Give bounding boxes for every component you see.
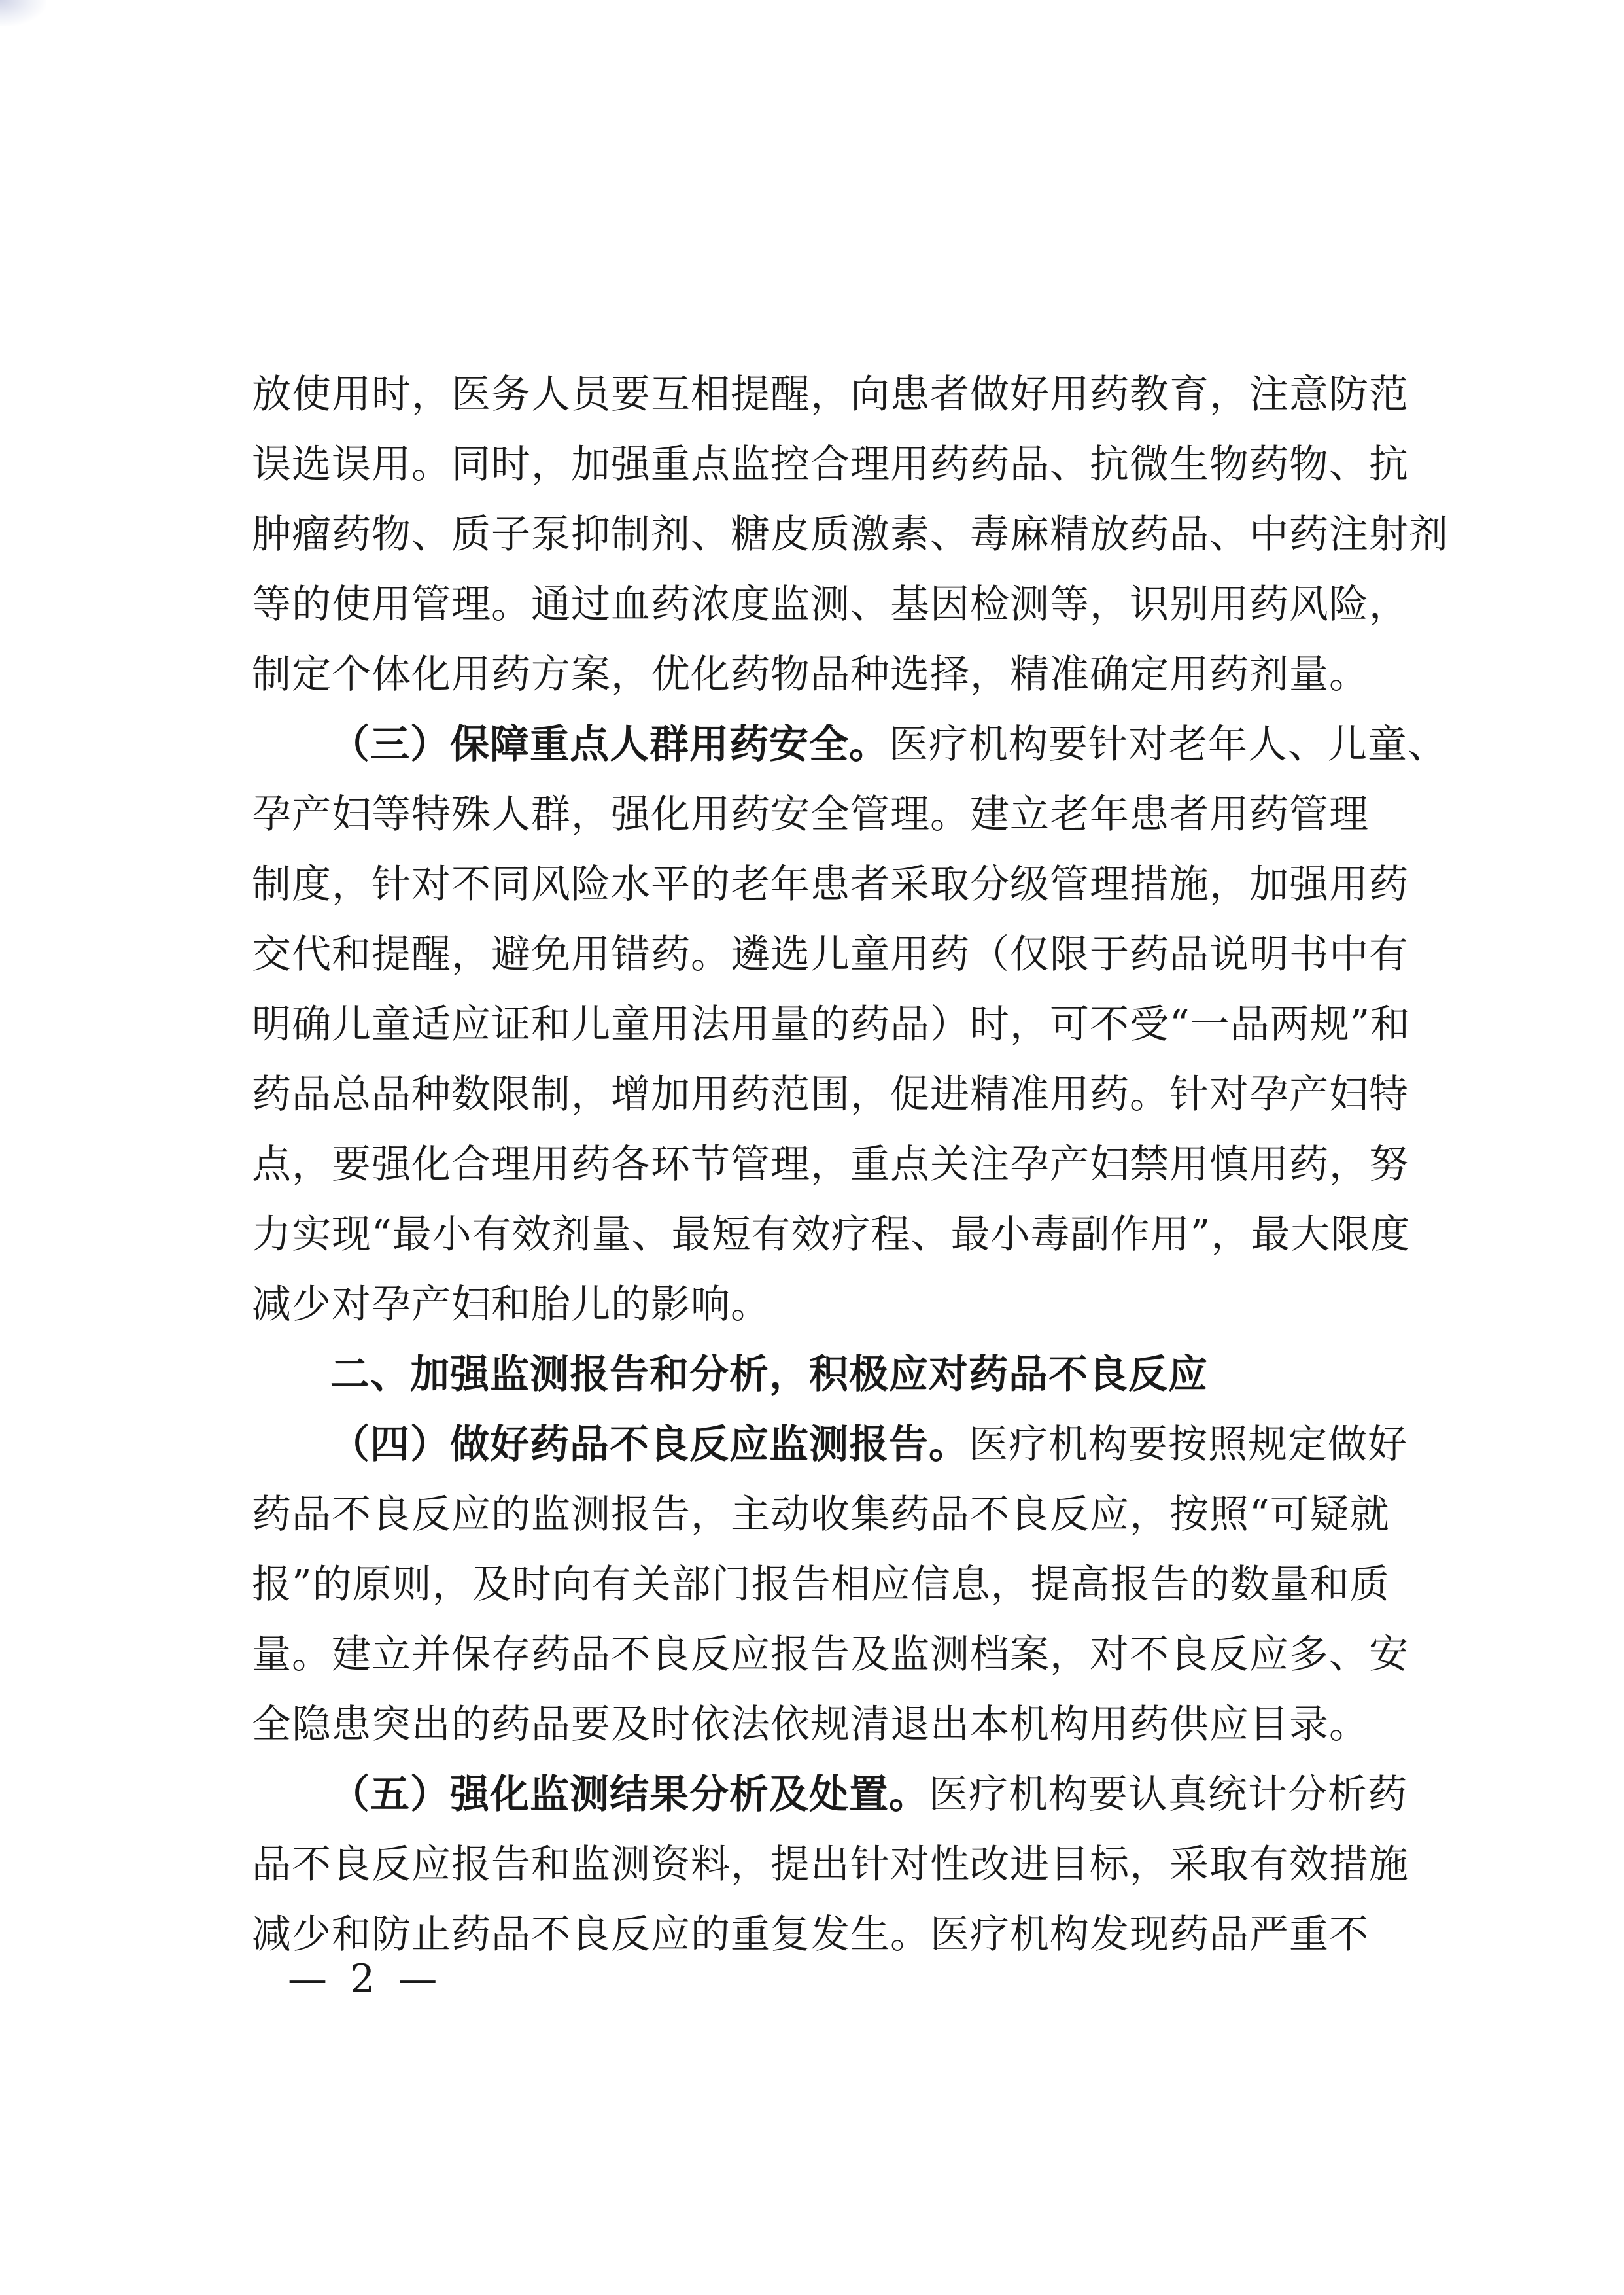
section-4-first-rest: 医疗机构要按照规定做好 — [969, 1422, 1408, 1467]
section-3-first-line — [252, 710, 1447, 780]
document-body — [252, 360, 1449, 1970]
text-line: 明确儿童适应证和儿童用法用量的药品）时，可不受“一品两规”和 — [252, 1002, 1411, 1047]
text-line: 减少对孕产妇和胎儿的影响。 — [252, 1282, 770, 1327]
section-3-lead: （三）保障重点人群用药安全。 — [330, 722, 889, 767]
section-3-first-rest: 医疗机构要针对老年人、儿童、 — [889, 722, 1447, 767]
text-line: 放使用时，医务人员要互相提醒，向患者做好用药教育，注意防范 — [252, 372, 1409, 417]
text-line: 药品总品种数限制，增加用药范围，促进精准用药。针对孕产妇特 — [252, 1072, 1409, 1117]
text-line: 品不良反应报告和监测资料，提出针对性改进目标，采取有效措施 — [252, 1842, 1409, 1887]
text-line: 肿瘤药物、质子泵抑制剂、糖皮质激素、毒麻精放药品、中药注射剂 — [252, 512, 1449, 557]
text-line: 全隐患突出的药品要及时依法依规清退出本机构用药供应目录。 — [252, 1702, 1369, 1747]
page-number: — 2 — — [288, 1956, 443, 2002]
section-5-first-rest: 医疗机构要认真统计分析药 — [929, 1772, 1408, 1817]
scan-corner-mark — [0, 0, 46, 26]
section-4-lead: （四）做好药品不良反应监测报告。 — [330, 1422, 969, 1467]
text-line: 交代和提醒，避免用错药。遴选儿童用药（仅限于药品说明书中有 — [252, 932, 1409, 977]
text-line: 制定个体化用药方案，优化药物品种选择，精准确定用药剂量。 — [252, 652, 1369, 697]
text-line: 减少和防止药品不良反应的重复发生。医疗机构发现药品严重不 — [252, 1912, 1369, 1957]
text-line: 力实现“最小有效剂量、最短有效疗程、最小毒副作用”，最大限度 — [252, 1212, 1411, 1257]
text-line: 孕产妇等特殊人群，强化用药安全管理。建立老年患者用药管理 — [252, 792, 1369, 837]
text-line: 等的使用管理。通过血药浓度监测、基因检测等，识别用药风险， — [252, 582, 1409, 627]
section-5-first-line — [252, 1760, 1408, 1830]
text-line: 报”的原则，及时向有关部门报告相应信息，提高报告的数量和质 — [252, 1562, 1390, 1607]
text-line: 点，要强化合理用药各环节管理，重点关注孕产妇禁用慎用药，努 — [252, 1142, 1409, 1187]
section-heading-2: 二、加强监测报告和分析，积极应对药品不良反应 — [330, 1352, 1208, 1397]
section-4-first-line — [252, 1410, 1408, 1480]
text-line: 量。建立并保存药品不良反应报告及监测档案，对不良反应多、安 — [252, 1632, 1409, 1677]
section-5-lead: （五）强化监测结果分析及处置。 — [330, 1772, 929, 1817]
text-line: 制度，针对不同风险水平的老年患者采取分级管理措施，加强用药 — [252, 862, 1409, 907]
text-line: 药品不良反应的监测报告，主动收集药品不良反应，按照“可疑就 — [252, 1492, 1390, 1537]
text-line: 误选误用。同时，加强重点监控合理用药药品、抗微生物药物、抗 — [252, 442, 1409, 487]
